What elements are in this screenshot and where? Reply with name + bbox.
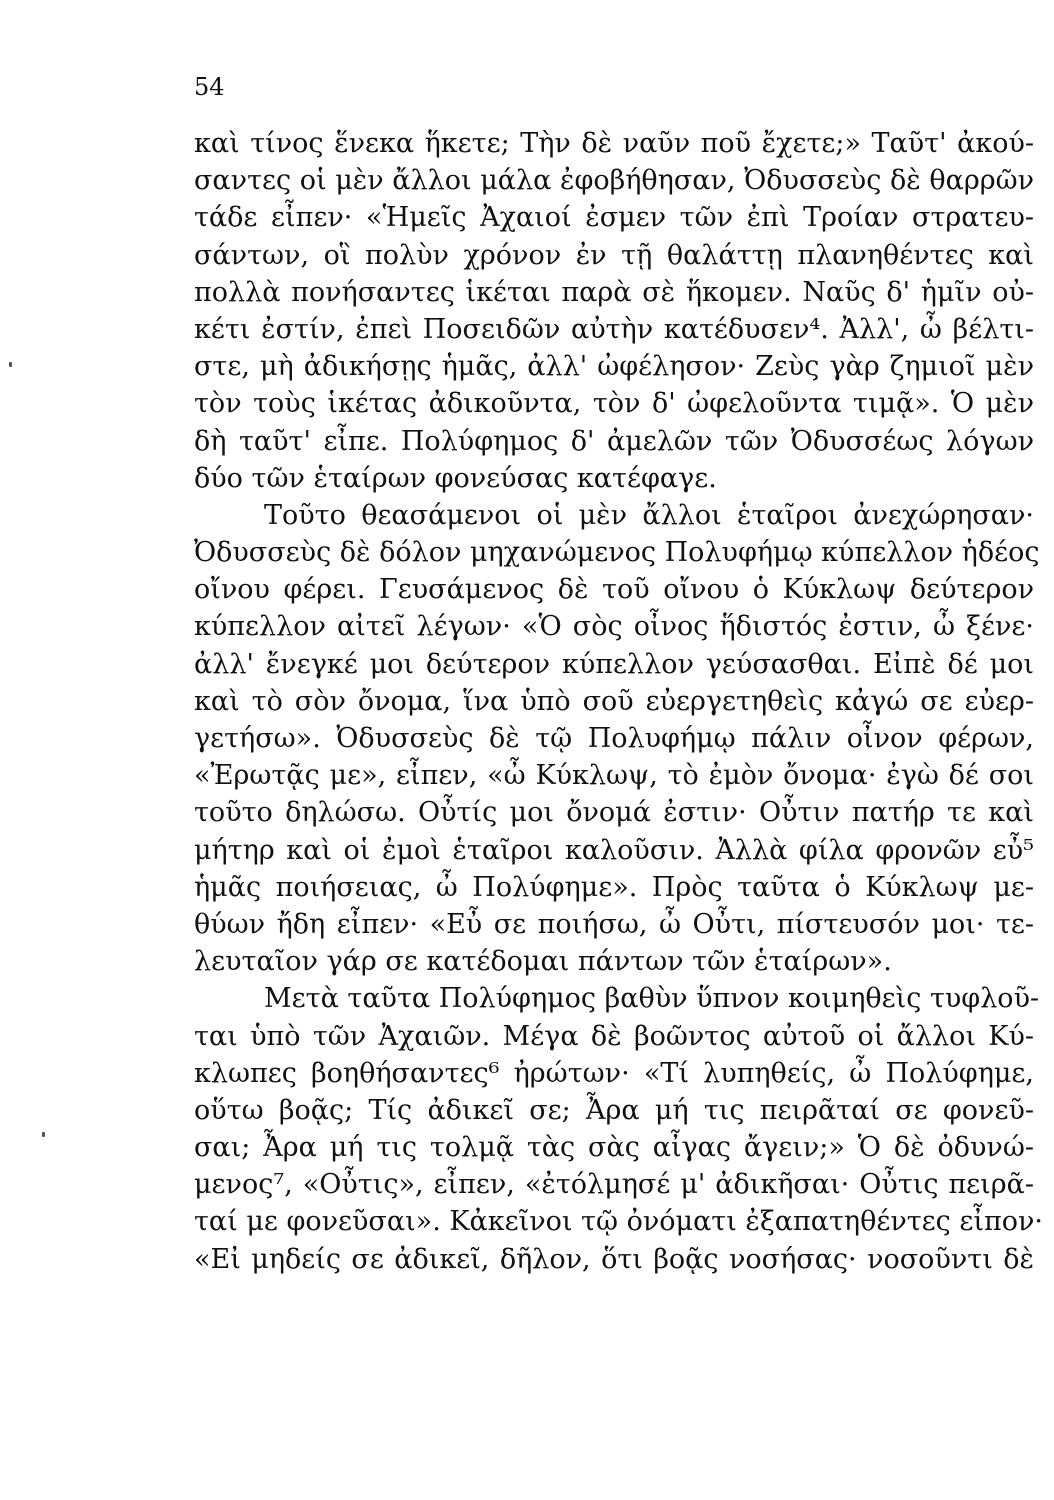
scan-speck — [42, 1132, 45, 1137]
paragraph-2 — [194, 497, 1040, 980]
text-line: δύο τῶν ἑταίρων φονεύσας κατέφαγε. — [194, 462, 717, 494]
text-line: τοῦτο δηλώσω. Οὖτίς μοι ὄνομά ἐστιν· Οὖτιν πατήρ τε καὶ — [194, 797, 1034, 829]
text-line: δὴ ταῦτ' εἶπε. Πολύφημος δ' ἀμελῶν τῶν Ὀδυσσέως λόγων — [194, 425, 1034, 457]
page-number: 54 — [194, 73, 225, 101]
text-line: ἡμᾶς ποιήσειας, ὦ Πολύφημε». Πρὸς ταῦτα ὁ Κύκλωψ με- — [194, 871, 1034, 903]
text-line: θύων ἤδη εἶπεν· «Εὖ σε ποιήσω, ὦ Οὖτι, πίστευσόν μοι· τε- — [194, 908, 1034, 940]
text-line: οὕτω βοᾷς; Τίς ἀδικεῖ σε; Ἆρα μή τις πειρᾶταί σε φονεῦ- — [194, 1094, 1034, 1126]
text-line: ται ὑπὸ τῶν Ἀχαιῶν. Μέγα δὲ βοῶντος αὐτοῦ οἱ ἄλλοι Κύ- — [194, 1020, 1034, 1052]
text-line: τὸν τοὺς ἱκέτας ἀδικοῦντα, τὸν δ' ὠφελοῦντα τιμᾷ». Ὁ μὲν — [194, 388, 1034, 420]
text-line: πολλὰ πονήσαντες ἱκέται παρὰ σὲ ἥκομεν. Ναῦς δ' ἡμῖν οὐ- — [194, 276, 1034, 308]
text-line: στε, μὴ ἀδικήσῃς ἡμᾶς, ἀλλ' ὠφέλησον· Ζεὺς γὰρ ζημιοῖ μὲν — [194, 351, 1034, 383]
text-line: κύπελλον αἰτεῖ λέγων· «Ὁ σὸς οἶνος ἥδιστός ἐστιν, ὦ ξένε· — [194, 611, 1034, 643]
text-line: μήτηρ καὶ οἱ ἐμοὶ ἑταῖροι καλοῦσιν. Ἀλλὰ φίλα φρονῶν εὖ⁵ — [194, 834, 1034, 866]
text-line: ἀλλ' ἔνεγκέ μοι δεύτερον κύπελλον γεύσασθαι. Εἰπὲ δέ μοι — [194, 648, 1034, 680]
text-line: γετήσω». Ὀδυσσεὺς δὲ τῷ Πολυφήμῳ πάλιν οἶνον φέρων, — [194, 723, 1034, 754]
paragraph-3 — [194, 980, 1043, 1278]
text-line: «Εἰ μηδείς σε ἀδικεῖ, δῆλον, ὅτι βοᾷς νοσήσας· νοσοῦντι δὲ — [194, 1243, 1034, 1275]
text-line: σαι; Ἆρα μή τις τολμᾷ τὰς σὰς αἶγας ἄγειν;» Ὁ δὲ ὀδυνώ- — [194, 1132, 1034, 1164]
text-line: σάντων, οἳ πολὺν χρόνον ἐν τῇ θαλάττῃ πλανηθέντες καὶ — [194, 239, 1034, 271]
text-line: καὶ τίνος ἕνεκα ἥκετε; Τὴν δὲ ναῦν ποῦ ἔχετε;» Ταῦτ' ἀκού- — [194, 128, 1034, 159]
text-line: κλωπες βοηθήσαντες⁶ ἠρώτων· «Τί λυπηθείς, ὦ Πολύφημε, — [194, 1057, 1034, 1089]
text-line: καὶ τὸ σὸν ὄνομα, ἵνα ὑπὸ σοῦ εὐεργετηθεὶς κἀγώ σε εὐερ- — [194, 685, 1034, 717]
text-line: ταί με φονεῦσαι». Κἀκεῖνοι τῷ ὀνόματι ἐξαπατηθέντες εἶπον· — [194, 1206, 1043, 1238]
text-line: Τοῦτο θεασάμενοι οἱ μὲν ἄλλοι ἑταῖροι ἀνεχώρησαν· — [264, 499, 1034, 531]
text-line: «Ἐρωτᾷς με», εἶπεν, «ὦ Κύκλωψ, τὸ ἐμὸν ὄνομα· ἐγὼ δέ σοι — [194, 760, 1034, 792]
scan-speck — [9, 362, 12, 367]
text-line: κέτι ἐστίν, ἐπεὶ Ποσειδῶν αὐτὴν κατέδυσεν⁴. Ἀλλ', ὦ βέλτι- — [194, 313, 1034, 345]
text-line: οἴνου φέρει. Γευσάμενος δὲ τοῦ οἴνου ὁ Κύκλωψ δεύτερον — [194, 574, 1034, 606]
text-line: μενος⁷, «Οὖτις», εἶπεν, «ἐτόλμησέ μ' ἀδικῆσαι· Οὖτις πειρᾶ- — [194, 1169, 1034, 1201]
body-text — [194, 125, 1043, 1278]
paragraph-1 — [194, 125, 1034, 497]
text-line: σαντες οἱ μὲν ἄλλοι μάλα ἐφοβήθησαν, Ὀδυσσεὺς δὲ θαρρῶν — [194, 165, 1034, 197]
text-line: λευταῖον γάρ σε κατέδομαι πάντων τῶν ἑταίρων». — [194, 946, 892, 978]
text-line: Ὀδυσσεὺς δὲ δόλον μηχανώμενος Πολυφήμῳ κύπελλον ἡδέος — [194, 537, 1040, 569]
text-line: τάδε εἶπεν· «Ἡμεῖς Ἀχαιοί ἐσμεν τῶν ἐπὶ Τροίαν στρατευ- — [194, 202, 1034, 234]
text-line: Μετὰ ταῦτα Πολύφημος βαθὺν ὕπνον κοιμηθεὶς τυφλοῦ- — [264, 983, 1040, 1015]
